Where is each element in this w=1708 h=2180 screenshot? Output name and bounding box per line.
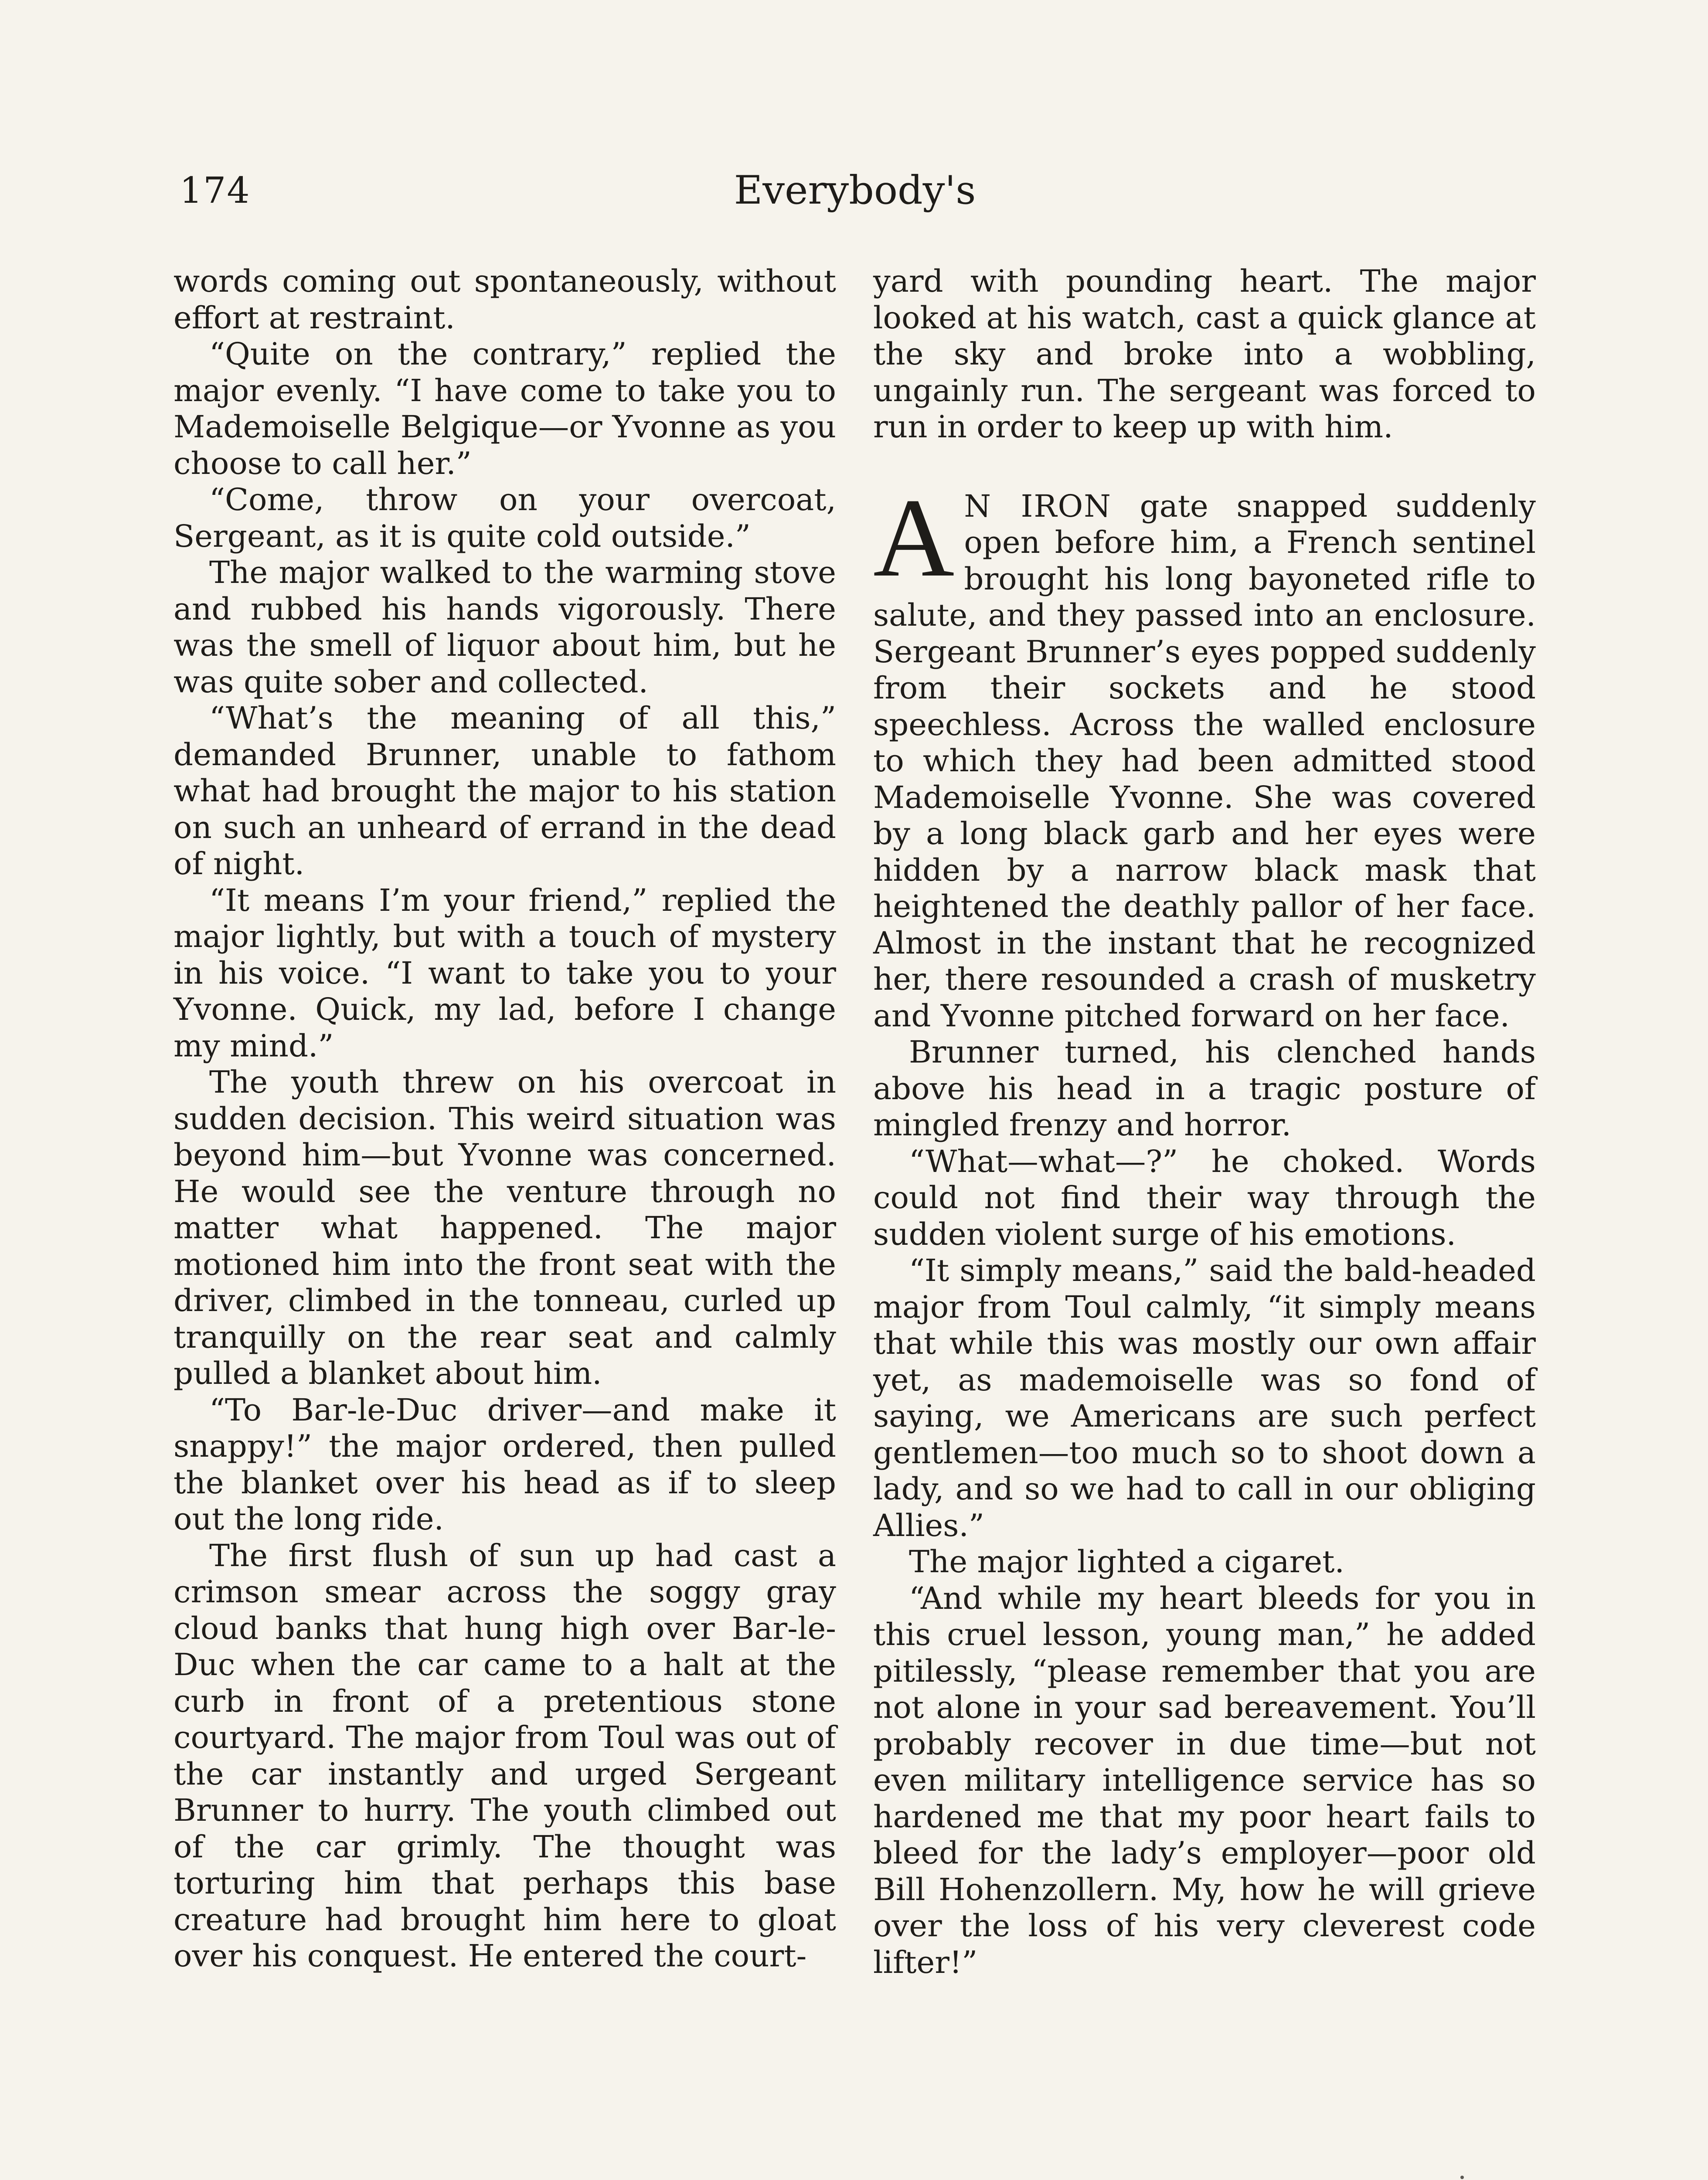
drop-cap: A <box>873 475 955 600</box>
paragraph: “What’s the meaning of all this,” demanded Brunner, unable to fathom what had brought the major to his station on such an unheard of errand in the dead of night. <box>174 700 836 882</box>
dropcap-paragraph <box>873 475 1536 1035</box>
paragraph: The youth threw on his overcoat in sudden decision. This weird situation was beyond him—but Yvonne was concerned. He would see the venture through no matter what happened. The major motioned him into the front seat with the driver, climbed in the tonneau, curled up tranquilly on the rear seat and calmly pulled a blanket about him. <box>174 1064 836 1391</box>
paragraph: “Quite on the contrary,” replied the major evenly. “I have come to take you to Mademoiselle Belgique—or Yvonne as you choose to call her.” <box>174 336 836 481</box>
section-break <box>873 446 1536 488</box>
paragraph: Brunner turned, his clenched hands above his head in a tragic posture of mingled frenzy and horror. <box>873 1034 1536 1143</box>
paper-speck <box>1460 2176 1464 2179</box>
running-head: Everybody's <box>734 167 976 213</box>
page-header <box>173 166 1537 231</box>
dropcap-paragraph-text: gate snapped suddenly open before him, a French sentinel brought his long bayoneted rifle to salute, and they passed into an enclosure. Sergeant Brunner’s eyes popped suddenly from their sockets and he stood speechless. Across the walled enclosure to which they had been admitted stood Mademoiselle Yvonne. She was covered by a long black garb and her eyes were hidden by a narrow black mask that heightened the deathly pallor of her face. Almost in the instant that he recognized her, there resounded a crash of musketry and Yvonne pitched forward on her face. <box>873 488 1536 1034</box>
paragraph: “It simply means,” said the bald-headed major from Toul calmly, “it simply means that while this was mostly our own affair yet, as mademoiselle was so fond of saying, we Americans are such perfect gentlemen—too much so to shoot down a lady, and so we had to call in our obliging Allies.” <box>873 1253 1536 1543</box>
left-column <box>174 263 836 1975</box>
paragraph: The first flush of sun up had cast a crimson smear across the soggy gray cloud banks that hung high over Bar-le-Duc when the car came to a halt at the curb in front of a pretentious stone courtyard. The major from Toul was out of the car instantly and urged Sergeant Brunner to hurry. The youth climbed out of the car grimly. The thought was torturing him that perhaps this base creature had brought him here to gloat over his conquest. He entered the court- <box>174 1537 836 1974</box>
paragraph: “What—what—?” he choked. Words could not find their way through the sudden violent surge of his emotions. <box>873 1143 1536 1252</box>
paragraph: yard with pounding heart. The major looked at his watch, cast a quick glance at the sky and broke into a wobbling, ungainly run. The sergeant was forced to run in order to keep up with him. <box>873 263 1536 445</box>
paragraph: “It means I’m your friend,” replied the major lightly, but with a touch of mystery in his voice. “I want to take you to your Yvonne. Quick, my lad, before I change my mind.” <box>174 882 836 1064</box>
paragraph: words coming out spontaneously, without effort at restraint. <box>174 263 836 336</box>
dropcap-lead-in: N IRON <box>964 488 1112 524</box>
paragraph: The major lighted a cigaret. <box>909 1544 1344 1580</box>
paragraph: The major walked to the warming stove and rubbed his hands vigorously. There was the smell of liquor about him, but he was quite sober and collected. <box>174 555 836 700</box>
paragraph: “And while my heart bleeds for you in this cruel lesson, young man,” he added pitilessly, “please remember that you are not alone in your sad bereavement. You’ll probably recover in due time—but not even military intelligence service has so hardened me that my poor heart fails to bleed for the lady’s employer—poor old Bill Hohenzollern. My, how he will grieve over the loss of his very cleverest code lifter!” <box>873 1580 1536 1980</box>
page-number: 174 <box>180 170 251 211</box>
paragraph: “Come, throw on your overcoat, Sergeant, as it is quite cold outside.” <box>174 482 836 554</box>
right-column <box>873 263 1536 1981</box>
paragraph: “To Bar-le-Duc driver—and make it snappy!” the major ordered, then pulled the blanket over his head as if to sleep out the long ride. <box>174 1392 836 1537</box>
